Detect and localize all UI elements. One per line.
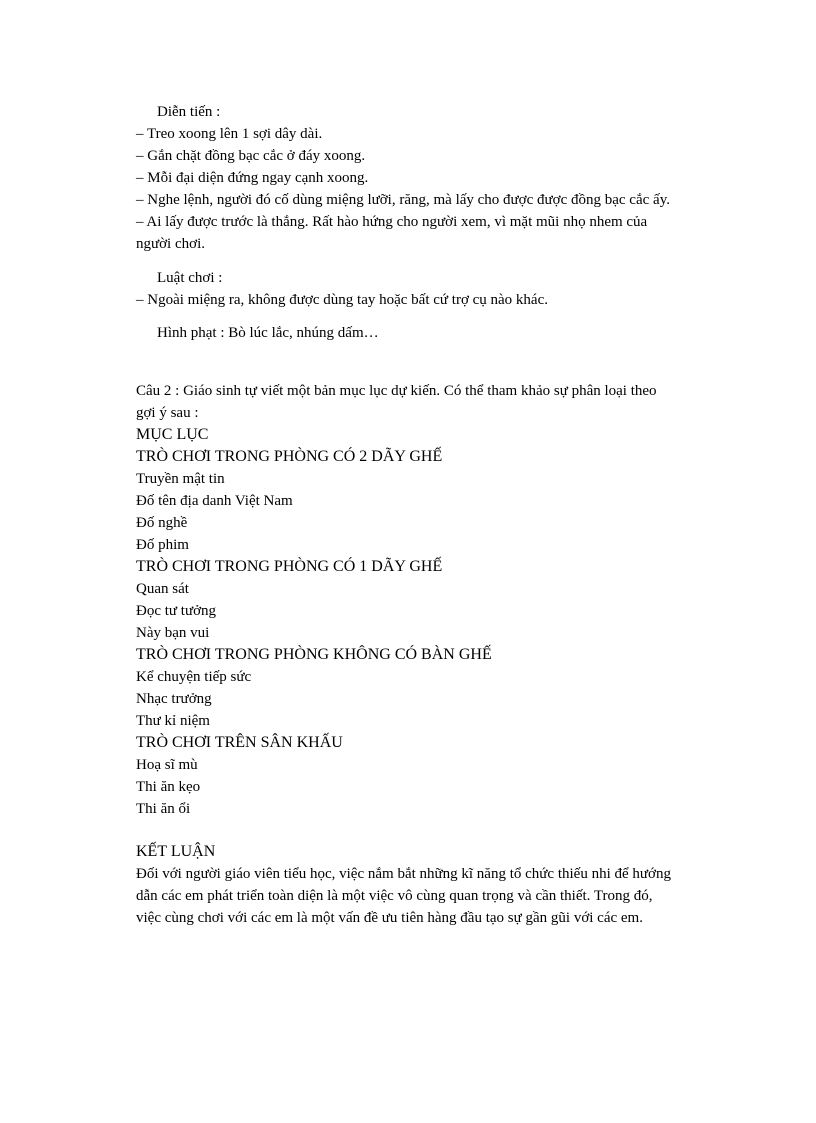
toc-item: Đọc tư tưởng [136, 603, 217, 619]
toc-title: MỤC LỤC [136, 426, 209, 443]
toc-item: Hoạ sĩ mù [136, 757, 198, 773]
rules-heading: Luật chơi : [157, 270, 223, 286]
penalty-text: Hình phạt : Bò lúc lắc, nhúng dấm… [157, 325, 379, 341]
step-item: – Treo xoong lên 1 sợi dây dài. [136, 126, 323, 142]
toc-section-heading: TRÒ CHƠI TRÊN SÂN KHẤU [136, 734, 343, 751]
spacer [136, 820, 676, 841]
step-item: – Gắn chặt đồng bạc cắc ở đáy xoong. [136, 148, 366, 164]
toc-section-heading: TRÒ CHƠI TRONG PHÒNG KHÔNG CÓ BÀN GHẾ [136, 646, 492, 663]
toc-item: Đố phim [136, 537, 189, 553]
toc-item: Thi ăn ổi [136, 801, 191, 817]
toc-section-heading: TRÒ CHƠI TRONG PHÒNG CÓ 2 DÃY GHẾ [136, 448, 443, 465]
toc-item: Thư kỉ niệm [136, 713, 210, 729]
toc-item: Nhạc trưởng [136, 691, 212, 707]
toc-item: Thi ăn kẹo [136, 779, 201, 795]
toc-section-heading: TRÒ CHƠI TRONG PHÒNG CÓ 1 DÃY GHẾ [136, 558, 443, 575]
conclusion-heading: KẾT LUẬN [136, 843, 216, 860]
question-2-text: Câu 2 : Giáo sinh tự viết một bản mục lục dự kiến. Có thể tham khảo sự phân loại theo gợi ý sau : [136, 383, 657, 421]
toc-item: Kể chuyện tiếp sức [136, 669, 252, 685]
toc-item: Đố tên địa danh Việt Nam [136, 493, 293, 509]
spacer [136, 344, 676, 380]
rule-item: – Ngoài miệng ra, không được dùng tay hoặc bất cứ trợ cụ nào khác. [136, 292, 549, 308]
toc-item: Này bạn vui [136, 625, 210, 641]
document-page [136, 101, 676, 929]
toc-item: Truyền mật tin [136, 471, 225, 487]
step-item: – Ai lấy được trước là thắng. Rất hào hứng cho người xem, vì mặt mũi nhọ nhem của người chơi. [136, 214, 648, 252]
toc-item: Đố nghề [136, 515, 188, 531]
progress-heading: Diễn tiến : [157, 104, 221, 120]
step-item: – Nghe lệnh, người đó cố dùng miệng lưỡi, răng, mà lấy cho được được đồng bạc cắc ấy. [136, 192, 670, 208]
toc-item: Quan sát [136, 581, 189, 597]
step-item: – Mỗi đại diện đứng ngay cạnh xoong. [136, 170, 369, 186]
spacer [136, 255, 676, 267]
spacer [136, 311, 676, 322]
conclusion-text: Đối với người giáo viên tiểu học, việc nắm bắt những kĩ năng tổ chức thiếu nhi để hướng dẫn các em phát triển toàn diện là một việc vô cùng quan trọng và cần thiết. Trong đó, việc cùng chơi với các em là một vấn đề ưu tiên hàng đầu tạo sự gần gũi với các em. [136, 866, 671, 926]
